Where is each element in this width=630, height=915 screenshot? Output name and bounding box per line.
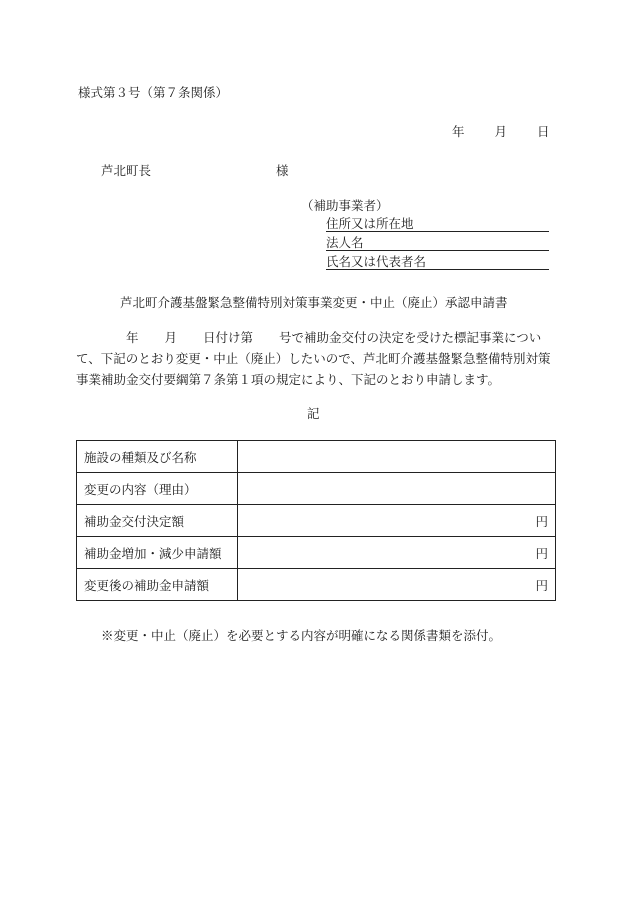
row-label: 補助金交付決定額 [77, 505, 238, 537]
date-month: 月 [494, 124, 508, 139]
body-line-3: 事業補助金交付要綱第７条第１項の規定により、下記のとおり申請します。 [76, 372, 501, 387]
date-line [452, 122, 550, 140]
ki-label: 記 [307, 406, 320, 421]
attachment-note: ※変更・中止（廃止）を必要とする内容が明確になる関係書類を添付。 [101, 628, 502, 643]
applicant-address-field[interactable]: 住所又は所在地 [326, 216, 549, 232]
body-paragraph [76, 327, 552, 390]
row-value-cell[interactable] [238, 441, 556, 473]
table-row [77, 441, 556, 473]
table-row [77, 473, 556, 505]
row-label: 施設の種類及び名称 [77, 441, 238, 473]
table-row [77, 537, 556, 569]
table-row [77, 569, 556, 601]
addressee-name: 芦北町長 [101, 163, 152, 178]
addressee-honorific: 様 [276, 163, 289, 178]
table-row [77, 505, 556, 537]
document-title: 芦北町介護基盤緊急整備特別対策事業変更・中止（廃止）承認申請書 [120, 295, 508, 310]
row-label: 補助金増加・減少申請額 [77, 537, 238, 569]
detail-table [76, 440, 556, 601]
row-label: 変更後の補助金申請額 [77, 569, 238, 601]
body-year: 年 [126, 330, 139, 345]
applicant-corporation-field[interactable]: 法人名 [326, 235, 549, 251]
applicant-label: （補助事業者） [301, 198, 389, 213]
date-day: 日 [537, 124, 550, 139]
body-line-2: て、下記のとおり変更・中止（廃止）したいので、芦北町介護基盤緊急整備特別対策 [76, 351, 551, 366]
row-value-cell[interactable]: 円 [238, 537, 556, 569]
form-number: 様式第３号（第７条関係） [78, 85, 229, 100]
body-day-prefix: 日付け第 [203, 330, 254, 345]
row-label: 変更の内容（理由） [77, 473, 238, 505]
applicant-name-field[interactable]: 氏名又は代表者名 [326, 254, 549, 270]
row-value-cell[interactable]: 円 [238, 505, 556, 537]
row-value-cell[interactable] [238, 473, 556, 505]
body-month: 月 [164, 330, 178, 345]
row-value-cell[interactable]: 円 [238, 569, 556, 601]
date-year: 年 [452, 124, 465, 139]
body-line-1-rest: 号で補助金交付の決定を受けた標記事業につい [279, 330, 542, 345]
body-line-1 [76, 327, 552, 348]
